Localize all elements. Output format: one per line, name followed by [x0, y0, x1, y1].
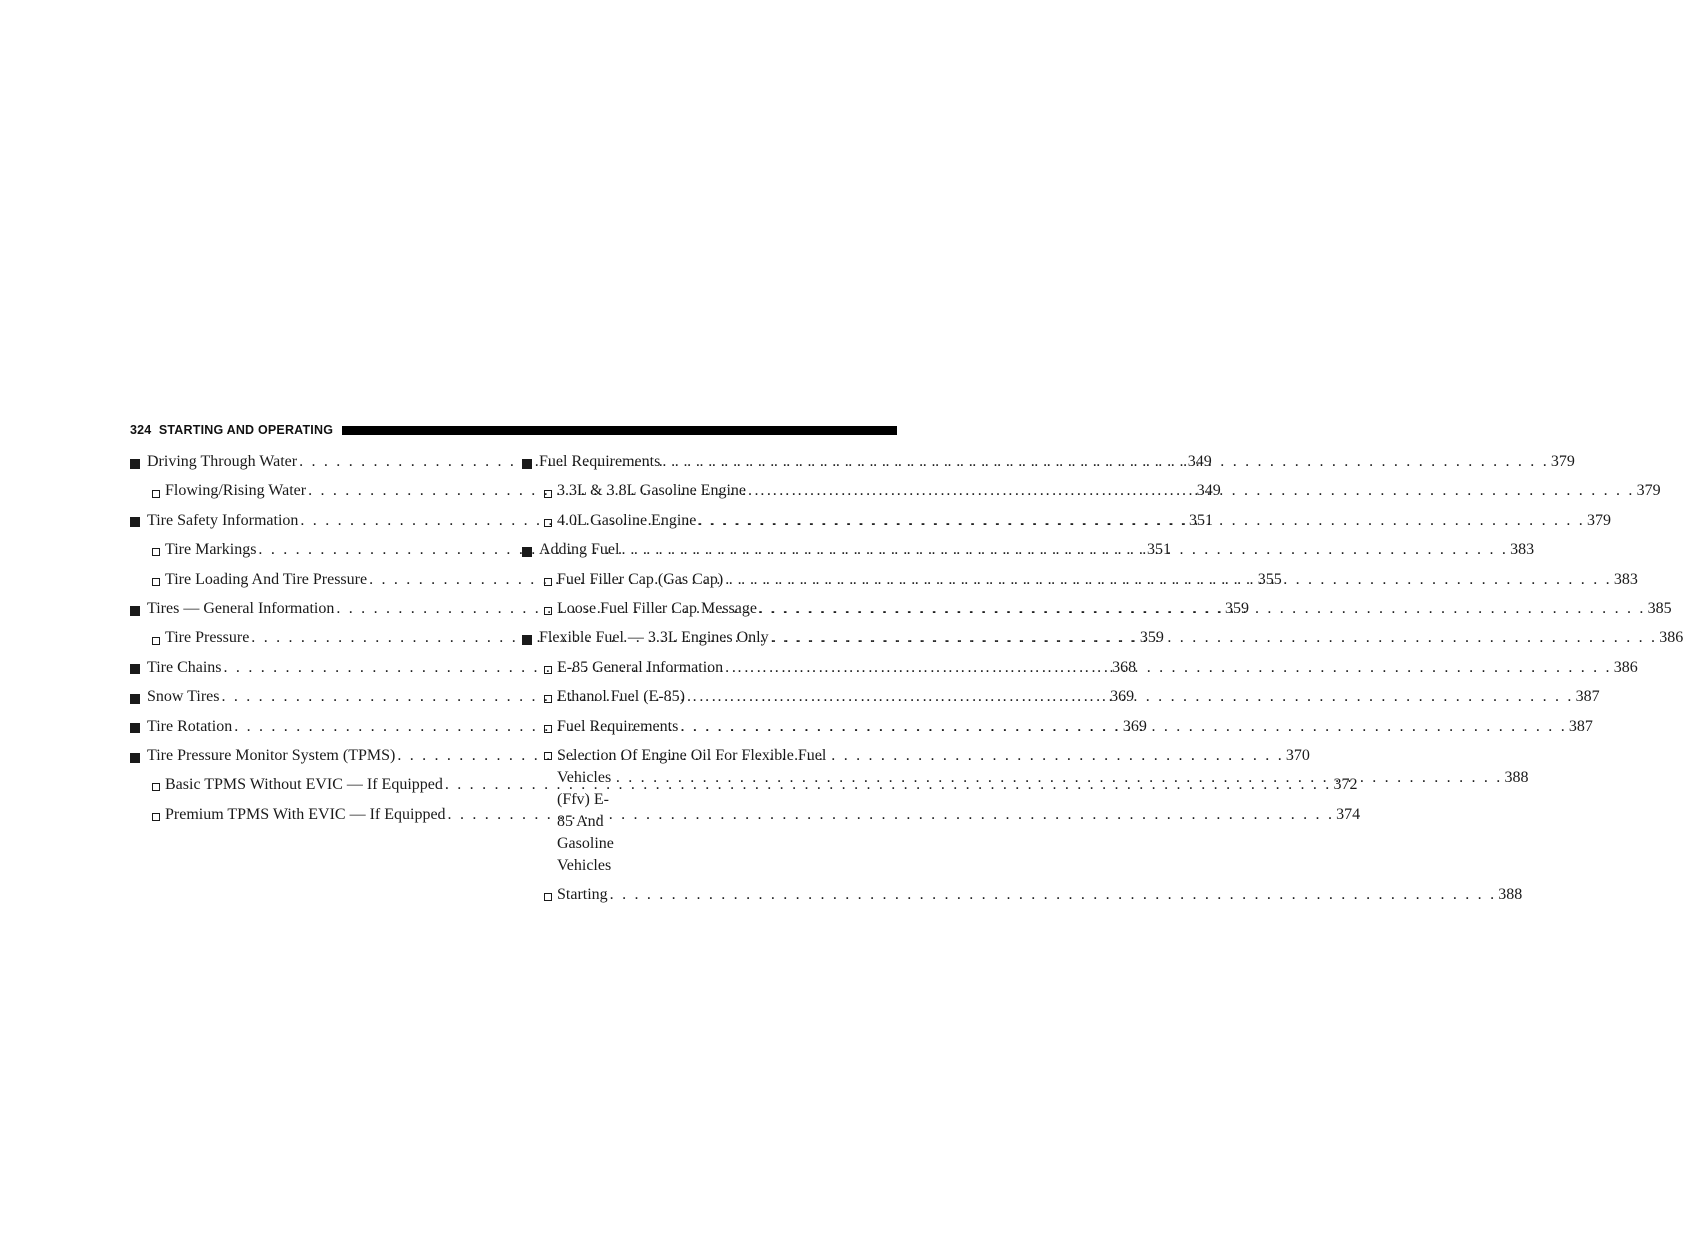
- toc-entry-title: 4.0L Gasoline Engine: [557, 511, 697, 529]
- toc-entry-page: 369: [1122, 717, 1147, 735]
- dot-leader: [771, 627, 1658, 649]
- toc-entry-title-last-line: [557, 767, 1528, 877]
- toc-entry-page: 351: [1189, 511, 1213, 529]
- toc-entry-page: 383: [1613, 570, 1638, 588]
- hollow-square-bullet-icon: [152, 490, 160, 498]
- toc-subentry[interactable]: [130, 804, 1361, 833]
- toc-entry-page: 368: [1112, 658, 1137, 676]
- toc-entry-title: Flowing/Rising Water: [165, 482, 307, 500]
- hollow-square-bullet-icon: [152, 637, 160, 645]
- toc-entry-title: Selection Of Engine Oil For Flexible Fuel: [557, 746, 827, 764]
- toc-entry-page: 385: [1647, 599, 1672, 617]
- toc-entry-title: 3.3L & 3.8L Gasoline Engine: [557, 482, 746, 500]
- toc-entry-page: 369: [1110, 688, 1135, 706]
- toc-entry-title: Tire Pressure: [165, 629, 250, 647]
- hollow-square-bullet-icon: [152, 578, 160, 586]
- toc-entry-title: Tire Loading And Tire Pressure: [165, 570, 368, 588]
- toc-entry-title: Tire Safety Information: [147, 511, 299, 529]
- toc-entry-page: 349: [1187, 453, 1212, 470]
- toc-entry-title: Tire Pressure Monitor System (TPMS): [147, 746, 396, 764]
- toc-entry-page: 359: [1224, 599, 1249, 617]
- toc-entry-page: 351: [1147, 541, 1172, 559]
- dot-leader: [616, 767, 1503, 789]
- square-bullet-icon: [130, 459, 140, 469]
- toc-entry-title: Snow Tires: [147, 688, 220, 706]
- dot-leader: [680, 716, 1567, 738]
- toc-entry-title: Fuel Requirements: [557, 717, 679, 735]
- toc-subentry[interactable]: [130, 774, 1358, 803]
- toc-entry-page: 386: [1613, 658, 1638, 676]
- hollow-square-bullet-icon: [544, 893, 552, 901]
- square-bullet-icon: [130, 664, 140, 674]
- hollow-square-bullet-icon: [544, 752, 552, 760]
- toc-entry-page: 379: [1550, 453, 1575, 470]
- toc-entry-page: 372: [1333, 776, 1358, 794]
- hollow-square-bullet-icon: [544, 607, 552, 615]
- hollow-square-bullet-icon: [544, 666, 552, 674]
- square-bullet-icon: [130, 606, 140, 616]
- toc-entry-page: 355: [1257, 570, 1282, 588]
- dot-leader: [621, 539, 1508, 561]
- toc-entry-title: Tires — General Information: [147, 599, 335, 617]
- toc-entry-title: Tire Rotation: [147, 717, 233, 735]
- hollow-square-bullet-icon: [152, 548, 160, 556]
- toc-entry-page: 388: [1504, 768, 1529, 786]
- toc-entry-page: 370: [1285, 746, 1310, 764]
- square-bullet-icon: [130, 753, 140, 763]
- toc-entry-title: Starting: [557, 886, 608, 904]
- section-title: STARTING AND OPERATING: [158, 423, 334, 437]
- dot-leader: [687, 686, 1574, 708]
- toc-subentry[interactable]: [522, 884, 1523, 913]
- dot-leader: [759, 598, 1646, 620]
- toc-entry-title: E-85 General Information: [557, 658, 724, 676]
- dot-leader: [662, 451, 1549, 473]
- hollow-square-bullet-icon: [544, 695, 552, 703]
- hollow-square-bullet-icon: [152, 813, 160, 821]
- toc-entry-page: 388: [1498, 886, 1523, 904]
- hollow-square-bullet-icon: [544, 490, 552, 498]
- hollow-square-bullet-icon: [152, 783, 160, 791]
- toc-entry-title: Ethanol Fuel (E-85): [557, 688, 685, 706]
- toc-entry-page: 387: [1568, 717, 1593, 735]
- square-bullet-icon: [130, 517, 140, 527]
- toc-entry-title-block: [557, 745, 1528, 877]
- square-bullet-icon: [130, 694, 140, 704]
- toc-entry-page: 349: [1196, 482, 1221, 500]
- hollow-square-bullet-icon: [544, 578, 552, 586]
- dot-leader: [610, 884, 1497, 906]
- page-number: 324: [130, 423, 152, 437]
- toc-entry-title: Loose Fuel Filler Cap Message: [557, 599, 757, 617]
- toc-entry-page: 386: [1659, 629, 1683, 647]
- toc-entry-title: Fuel Filler Cap (Gas Cap): [557, 570, 724, 588]
- toc-entry-title: Fuel Requirements: [539, 453, 661, 470]
- square-bullet-icon: [522, 547, 532, 557]
- toc-entry-page: 359: [1139, 629, 1164, 647]
- dot-leader: [725, 657, 1612, 679]
- toc-entry-page: 379: [1636, 482, 1661, 500]
- toc-entry-title: Flexible Fuel — 3.3L Engines Only: [539, 629, 769, 647]
- square-bullet-icon: [522, 635, 532, 645]
- header-rule: [342, 426, 897, 435]
- dot-leader: [725, 569, 1612, 591]
- toc-entry-page: 374: [1336, 805, 1361, 823]
- dot-leader: [748, 480, 1635, 502]
- hollow-square-bullet-icon: [544, 519, 552, 527]
- toc-entry-title: Premium TPMS With EVIC — If Equipped: [165, 805, 446, 823]
- toc-entry-title: Adding Fuel: [539, 541, 620, 559]
- page-header: [130, 421, 897, 439]
- toc-entry-title: Tire Markings: [165, 541, 257, 559]
- toc-entry-page: 383: [1510, 541, 1535, 559]
- toc-entry-page: 387: [1575, 688, 1600, 706]
- toc-entry-page: 379: [1586, 511, 1611, 529]
- header-text: [130, 423, 333, 437]
- dot-leader: [698, 510, 1585, 532]
- square-bullet-icon: [130, 723, 140, 733]
- toc-entry-title: Basic TPMS Without EVIC — If Equipped: [165, 776, 443, 794]
- toc-entry-title: Driving Through Water: [147, 453, 298, 470]
- toc-entry-title: Tire Chains: [147, 658, 222, 676]
- hollow-square-bullet-icon: [544, 725, 552, 733]
- toc-entry-title-line2: Vehicles (Ffv) E-85 And Gasoline Vehicles: [557, 768, 614, 874]
- square-bullet-icon: [522, 459, 532, 469]
